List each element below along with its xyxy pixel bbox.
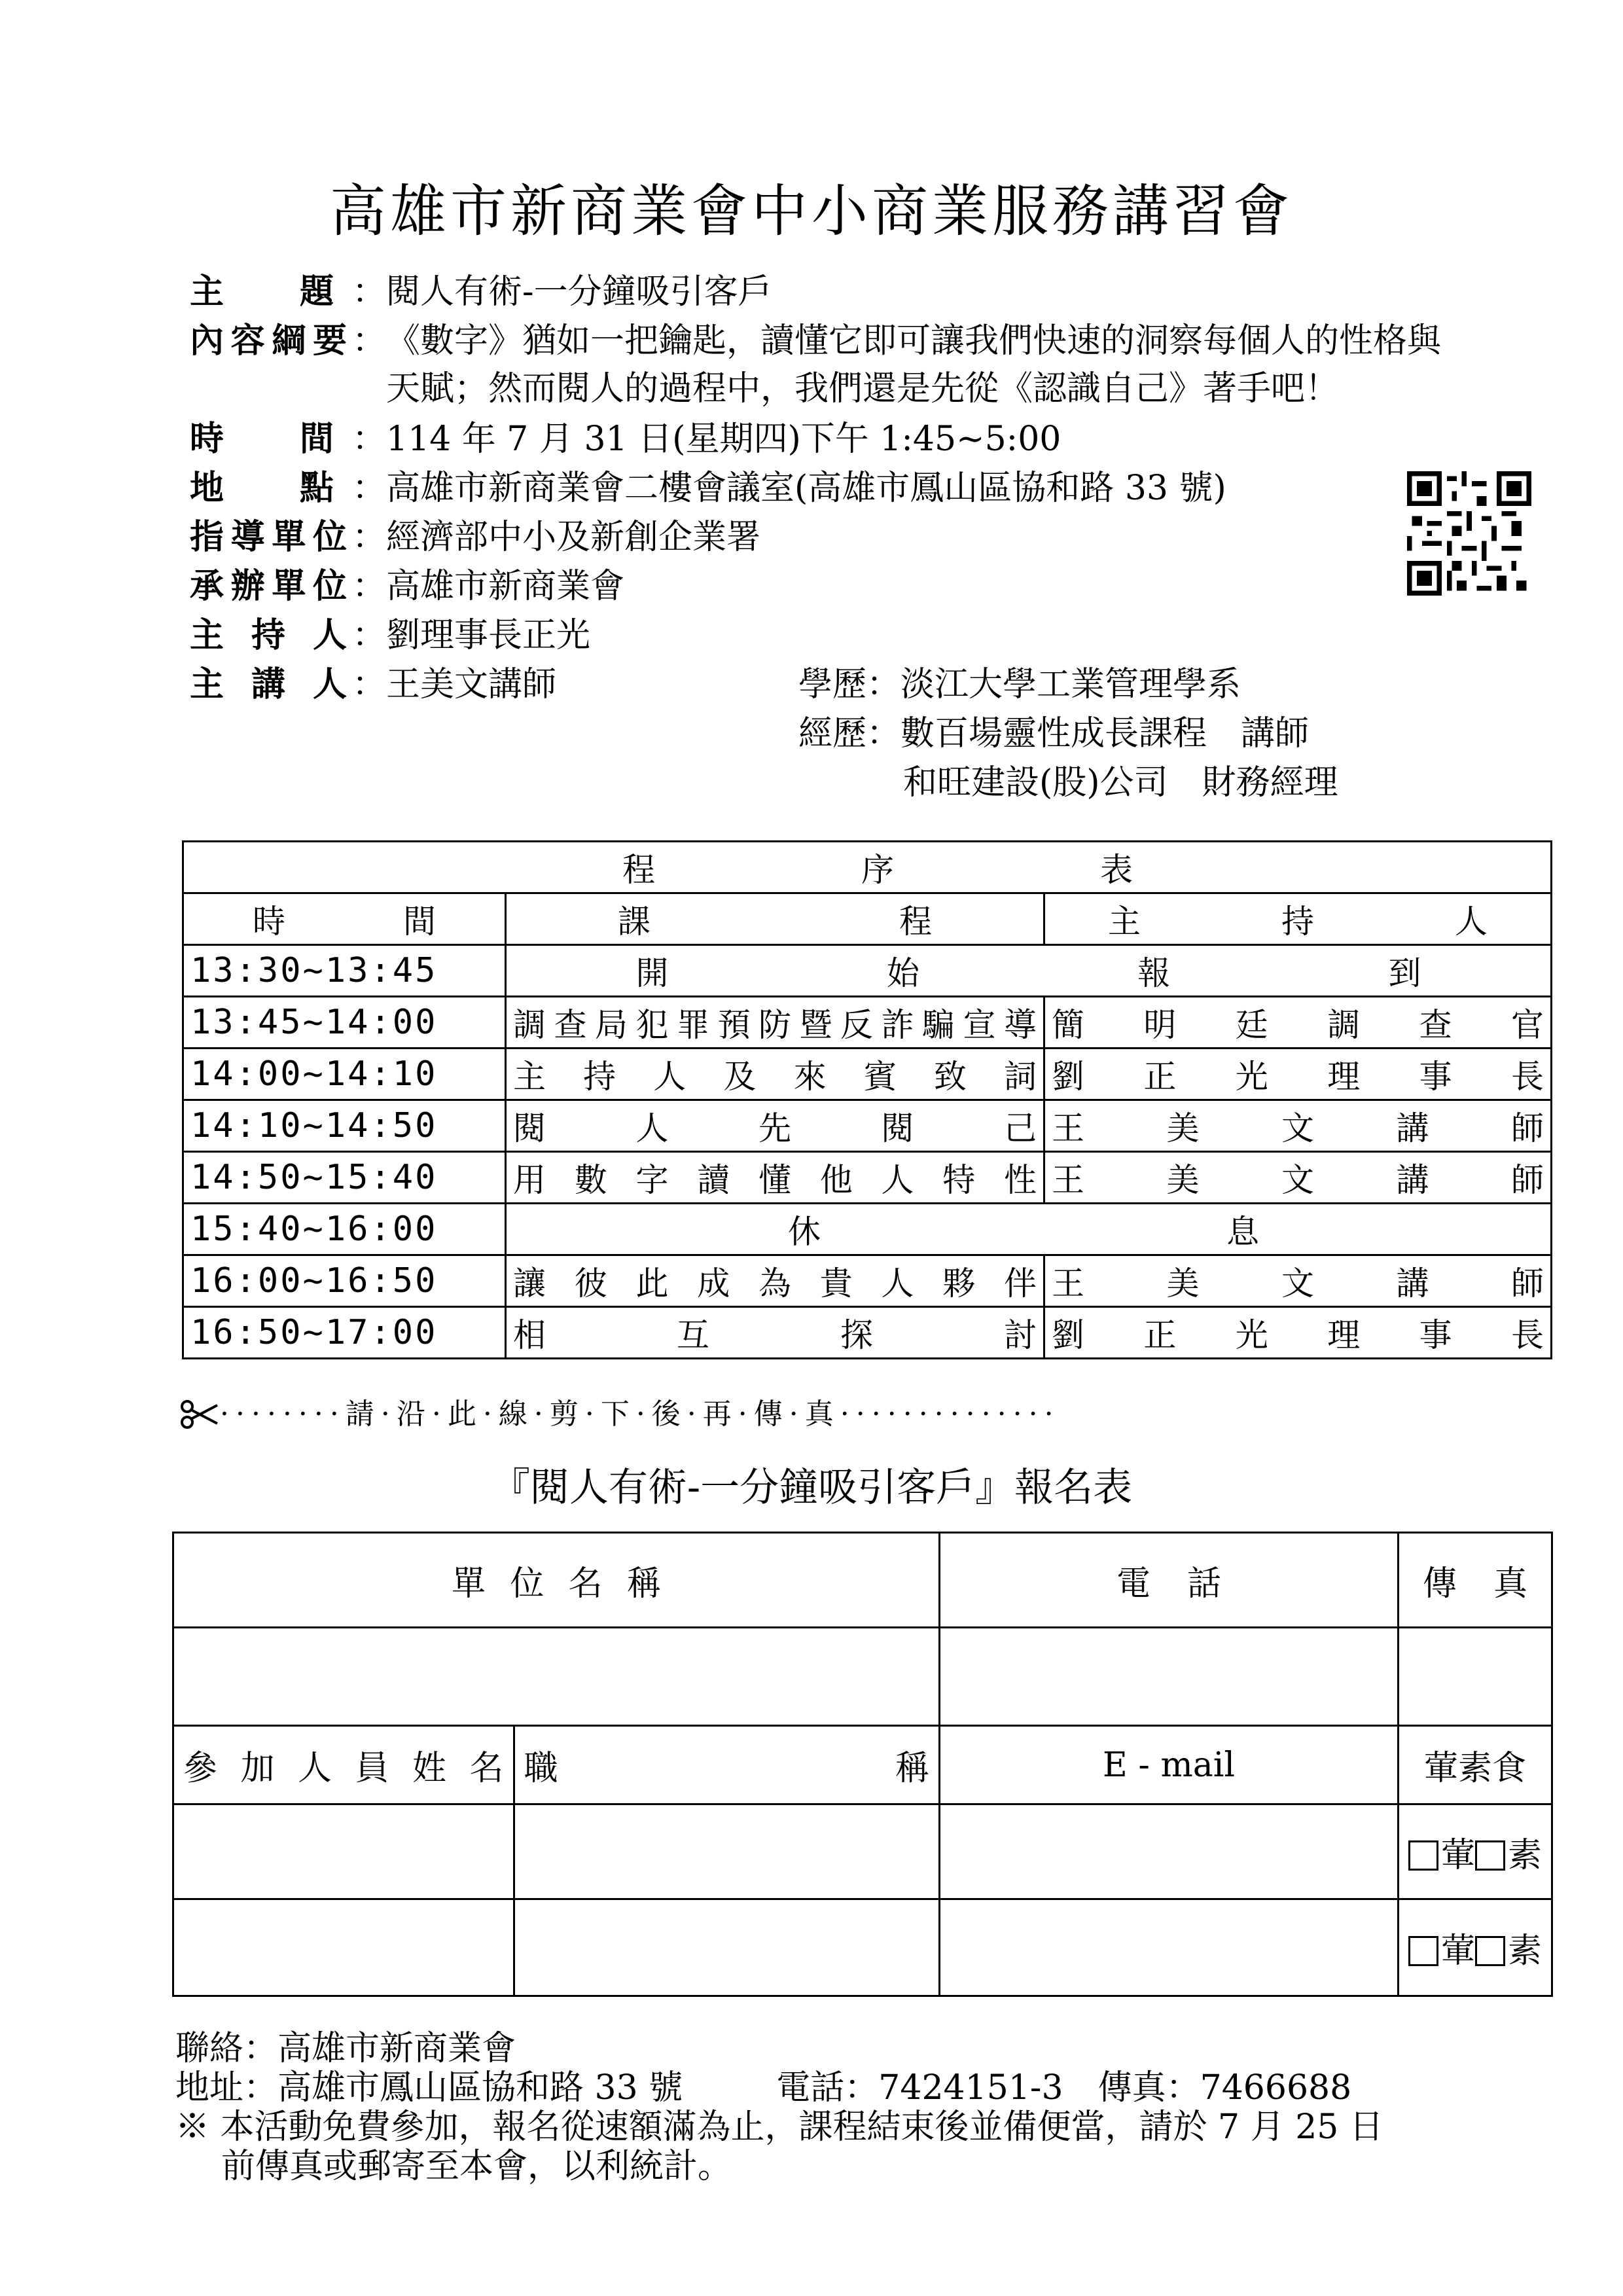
- info-value: 王美文講師: [386, 665, 557, 704]
- schedule-table: [182, 840, 1552, 1359]
- footer-contact: 聯絡：高雄市新商業會: [175, 2029, 516, 2068]
- veg-checkbox[interactable]: [1475, 1936, 1505, 1966]
- experience-value: 和旺建設(股)公司 財務經理: [903, 763, 1338, 802]
- person-row: [173, 1804, 1552, 1899]
- person-header-row: [173, 1726, 1552, 1804]
- row-course: 開始報到: [635, 954, 1421, 992]
- speaker-experience-2: [903, 759, 1338, 806]
- row-course: 休息: [788, 1213, 1259, 1251]
- table-row: [183, 1307, 1552, 1359]
- info-value: 閱人有術-一分鐘吸引客戶: [386, 272, 772, 312]
- info-label: 主講人: [190, 664, 347, 704]
- header-time: 時間: [253, 903, 436, 941]
- footer-address-line: [175, 2068, 1582, 2108]
- table-row: [183, 1255, 1552, 1307]
- form-title: 『閱人有術-一分鐘吸引客戶』報名表: [490, 1465, 1133, 1511]
- speaker-education: 學歷：淡江大學工業管理學系: [798, 665, 1241, 704]
- speaker-experience: 經歷：數百場靈性成長課程 講師: [798, 714, 1310, 753]
- footer-fax: 傳真：7466688: [1097, 2068, 1352, 2108]
- header-host: 主持人: [1108, 903, 1488, 941]
- row-host: 簡明廷調查官: [1052, 1006, 1544, 1044]
- header-participant: 參加人員姓名: [183, 1749, 504, 1788]
- row-time: 13:45~14:00: [183, 997, 506, 1049]
- job-title-field[interactable]: [514, 1804, 939, 1899]
- info-value: 劉理事長正光: [386, 616, 591, 655]
- row-course: 相互探討: [513, 1316, 1037, 1354]
- info-label: 主題: [190, 272, 334, 312]
- info-label: 指導單位: [190, 517, 347, 557]
- info-value: 114 年 7 月 31 日(星期四)下午 1:45~5:00: [386, 420, 1061, 459]
- email-field[interactable]: [940, 1899, 1399, 1996]
- veg-label: 素: [1507, 1835, 1542, 1875]
- footer: [175, 2029, 1582, 2186]
- header-diet: 葷素食: [1398, 1726, 1552, 1804]
- header-course: 課程: [618, 903, 932, 941]
- veg-checkbox[interactable]: [1475, 1840, 1505, 1871]
- job-title-field[interactable]: [514, 1899, 939, 1996]
- info-label: 內容綱要: [190, 321, 347, 361]
- schedule-header-row: [183, 893, 1552, 945]
- registration-form: [172, 1532, 1553, 1997]
- schedule-caption-row: [183, 842, 1552, 893]
- row-host: 劉正光理事長: [1052, 1058, 1544, 1096]
- table-row: [183, 945, 1552, 997]
- row-course: 用數字讀懂他人特性: [513, 1161, 1037, 1199]
- meat-label: 葷: [1440, 1931, 1475, 1971]
- row-course: 讓彼此成為貴人夥伴: [513, 1265, 1037, 1302]
- header-phone: 電話: [1116, 1564, 1221, 1604]
- schedule-caption: 程序表: [622, 851, 1133, 889]
- footer-note-cont: 前傳真或郵寄至本會，以利統計。: [221, 2147, 732, 2186]
- fax-field[interactable]: [1398, 1628, 1552, 1726]
- meat-checkbox[interactable]: [1408, 1936, 1438, 1966]
- education-value: 淡江大學工業管理學系: [901, 665, 1241, 704]
- row-host: 王美文講師: [1052, 1265, 1544, 1302]
- meat-label: 葷: [1440, 1835, 1475, 1875]
- phone-field[interactable]: [940, 1628, 1399, 1726]
- row-time: 14:00~14:10: [183, 1049, 506, 1100]
- person-row: [173, 1899, 1552, 1996]
- participant-name-field[interactable]: [173, 1899, 514, 1996]
- row-host: 劉正光理事長: [1052, 1316, 1544, 1354]
- row-time: 14:50~15:40: [183, 1152, 506, 1204]
- info-label: 地點: [190, 468, 334, 508]
- row-host: 王美文講師: [1052, 1109, 1544, 1147]
- header-job-title: 職稱: [524, 1749, 929, 1788]
- meat-checkbox[interactable]: [1408, 1840, 1438, 1871]
- row-time: 16:50~17:00: [183, 1307, 506, 1359]
- info-label: 主持人: [190, 615, 347, 655]
- experience-label: 經歷: [798, 714, 867, 753]
- education-label: 學歷: [798, 665, 867, 704]
- veg-label: 素: [1507, 1931, 1542, 1971]
- row-time: 13:30~13:45: [183, 945, 506, 997]
- table-row: [183, 1204, 1552, 1255]
- participant-name-field[interactable]: [173, 1804, 514, 1899]
- experience-value: 數百場靈性成長課程 講師: [901, 714, 1310, 753]
- row-course: 閱人先閱己: [513, 1109, 1037, 1147]
- info-value: 天賦；然而閱人的過程中，我們還是先從《認識自己》著手吧！: [386, 369, 1340, 408]
- info-value: 《數字》猶如一把鑰匙，讀懂它即可讓我們快速的洞察每個人的性格與: [386, 321, 1442, 361]
- cut-line-text: ········請·沿·此·線·剪·下·後·再·傳·真··············: [220, 1397, 1060, 1431]
- row-time: 14:10~14:50: [183, 1100, 506, 1152]
- page-title: 高雄市新商業會中小商業服務講習會: [330, 179, 1293, 244]
- info-value: 高雄市新商業會: [386, 567, 625, 606]
- diet-choice: [1398, 1804, 1552, 1899]
- table-row: [183, 997, 1552, 1049]
- footer-phone: 電話：7424151-3: [776, 2068, 1063, 2108]
- diet-choice: [1398, 1899, 1552, 1996]
- email-field[interactable]: [940, 1804, 1399, 1899]
- scissors-icon: [181, 1400, 220, 1429]
- table-row: [183, 1049, 1552, 1100]
- footer-note: ※ 本活動免費參加，報名從速額滿為止，課程結束後並備便當，請於 7 月 25 日: [175, 2108, 1383, 2147]
- info-value: 高雄市新商業會二樓會議室(高雄市鳳山區協和路 33 號): [386, 469, 1226, 508]
- form-input-row: [173, 1628, 1552, 1726]
- table-row: [183, 1152, 1552, 1204]
- info-label: 時間: [190, 419, 334, 459]
- row-course: 主持人及來賓致詞: [513, 1058, 1037, 1096]
- row-time: 15:40~16:00: [183, 1204, 506, 1255]
- qr-code: [1407, 471, 1531, 596]
- header-unit-name: 單位名稱: [452, 1564, 661, 1604]
- cut-line: [181, 1391, 1555, 1437]
- form-header-row: [173, 1533, 1552, 1628]
- table-row: [183, 1100, 1552, 1152]
- row-time: 16:00~16:50: [183, 1255, 506, 1307]
- unit-name-field[interactable]: [173, 1628, 940, 1726]
- footer-address: 地址：高雄市鳳山區協和路 33 號: [175, 2068, 683, 2108]
- info-label: 承辦單位: [190, 566, 347, 606]
- row-host: 王美文講師: [1052, 1161, 1544, 1199]
- row-course: 調查局犯罪預防暨反詐騙宣導: [513, 1006, 1037, 1044]
- header-fax: 傳真: [1422, 1564, 1527, 1604]
- header-email: E - mail: [940, 1726, 1399, 1804]
- info-value: 經濟部中小及新創企業署: [386, 518, 761, 557]
